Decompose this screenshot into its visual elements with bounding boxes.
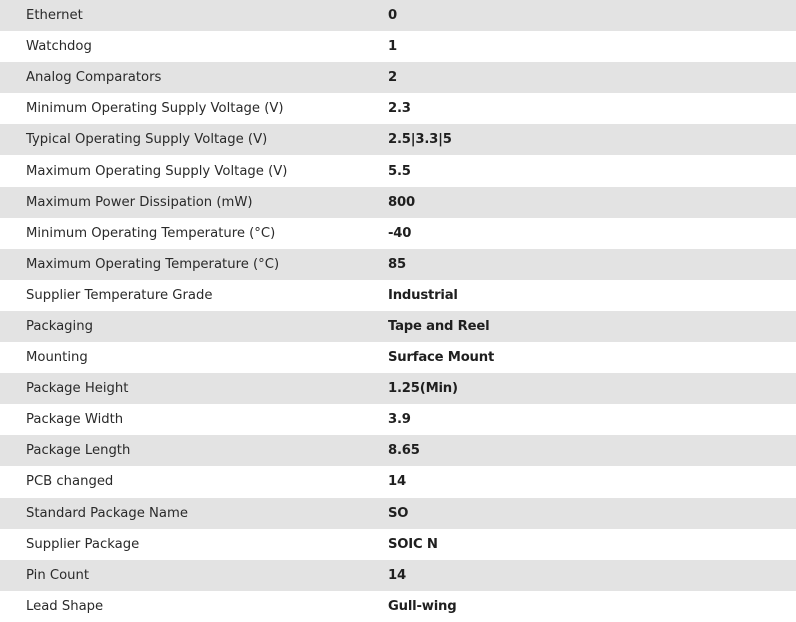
spec-row-analog-comparators bbox=[0, 62, 796, 93]
spec-row-watchdog bbox=[0, 31, 796, 62]
spec-label: Mounting bbox=[26, 350, 88, 366]
spec-value: 2 bbox=[388, 70, 397, 86]
spec-row-package-width bbox=[0, 404, 796, 435]
spec-label: PCB changed bbox=[26, 474, 114, 490]
spec-value: 5.5 bbox=[388, 163, 411, 179]
spec-label: Standard Package Name bbox=[26, 505, 188, 521]
spec-row-mounting bbox=[0, 342, 796, 373]
spec-value: Tape and Reel bbox=[388, 318, 490, 334]
spec-row-lead-shape bbox=[0, 591, 796, 622]
spec-value: SO bbox=[388, 505, 409, 521]
spec-value: 2.3 bbox=[388, 101, 411, 117]
spec-value: -40 bbox=[388, 225, 412, 241]
spec-row-ethernet bbox=[0, 0, 796, 31]
spec-value: 8.65 bbox=[388, 443, 420, 459]
spec-value: 14 bbox=[388, 567, 406, 583]
spec-row-min-operating-temperature bbox=[0, 218, 796, 249]
spec-value: 1.25(Min) bbox=[388, 381, 458, 397]
spec-value: SOIC N bbox=[388, 536, 438, 552]
spec-value: 85 bbox=[388, 256, 406, 272]
spec-row-supplier-package bbox=[0, 529, 796, 560]
spec-value: Gull-wing bbox=[388, 598, 457, 614]
spec-label: Watchdog bbox=[26, 39, 92, 55]
spec-row-pin-count bbox=[0, 560, 796, 591]
spec-label: Maximum Operating Temperature (°C) bbox=[26, 256, 280, 272]
spec-label: Analog Comparators bbox=[26, 70, 162, 86]
spec-row-standard-package-name bbox=[0, 498, 796, 529]
spec-label: Ethernet bbox=[26, 8, 83, 24]
spec-label: Supplier Temperature Grade bbox=[26, 287, 213, 303]
spec-label: Minimum Operating Supply Voltage (V) bbox=[26, 101, 284, 117]
spec-value: 2.5|3.3|5 bbox=[388, 132, 452, 148]
spec-value: Industrial bbox=[388, 287, 458, 303]
spec-row-max-power-dissipation bbox=[0, 187, 796, 218]
spec-row-max-supply-voltage bbox=[0, 155, 796, 186]
spec-label: Package Height bbox=[26, 381, 129, 397]
spec-row-temperature-grade bbox=[0, 280, 796, 311]
spec-label: Maximum Operating Supply Voltage (V) bbox=[26, 163, 288, 179]
spec-value: 14 bbox=[388, 474, 406, 490]
spec-label: Minimum Operating Temperature (°C) bbox=[26, 225, 276, 241]
spec-label: Package Width bbox=[26, 412, 124, 428]
spec-value: 1 bbox=[388, 39, 397, 55]
spec-row-max-operating-temperature bbox=[0, 249, 796, 280]
spec-row-pcb-changed bbox=[0, 466, 796, 497]
spec-label: Supplier Package bbox=[26, 536, 140, 552]
spec-row-packaging bbox=[0, 311, 796, 342]
spec-row-min-supply-voltage bbox=[0, 93, 796, 124]
spec-row-package-height bbox=[0, 373, 796, 404]
spec-label: Pin Count bbox=[26, 567, 90, 583]
spec-value: 3.9 bbox=[388, 412, 411, 428]
spec-label: Maximum Power Dissipation (mW) bbox=[26, 194, 253, 210]
spec-value: 800 bbox=[388, 194, 415, 210]
spec-value: Surface Mount bbox=[388, 350, 495, 366]
spec-label: Typical Operating Supply Voltage (V) bbox=[26, 132, 268, 148]
spec-label: Package Length bbox=[26, 443, 131, 459]
spec-label: Packaging bbox=[26, 318, 93, 334]
spec-label: Lead Shape bbox=[26, 598, 104, 614]
spec-row-typical-supply-voltage bbox=[0, 124, 796, 155]
spec-value: 0 bbox=[388, 8, 397, 24]
spec-row-package-length bbox=[0, 435, 796, 466]
